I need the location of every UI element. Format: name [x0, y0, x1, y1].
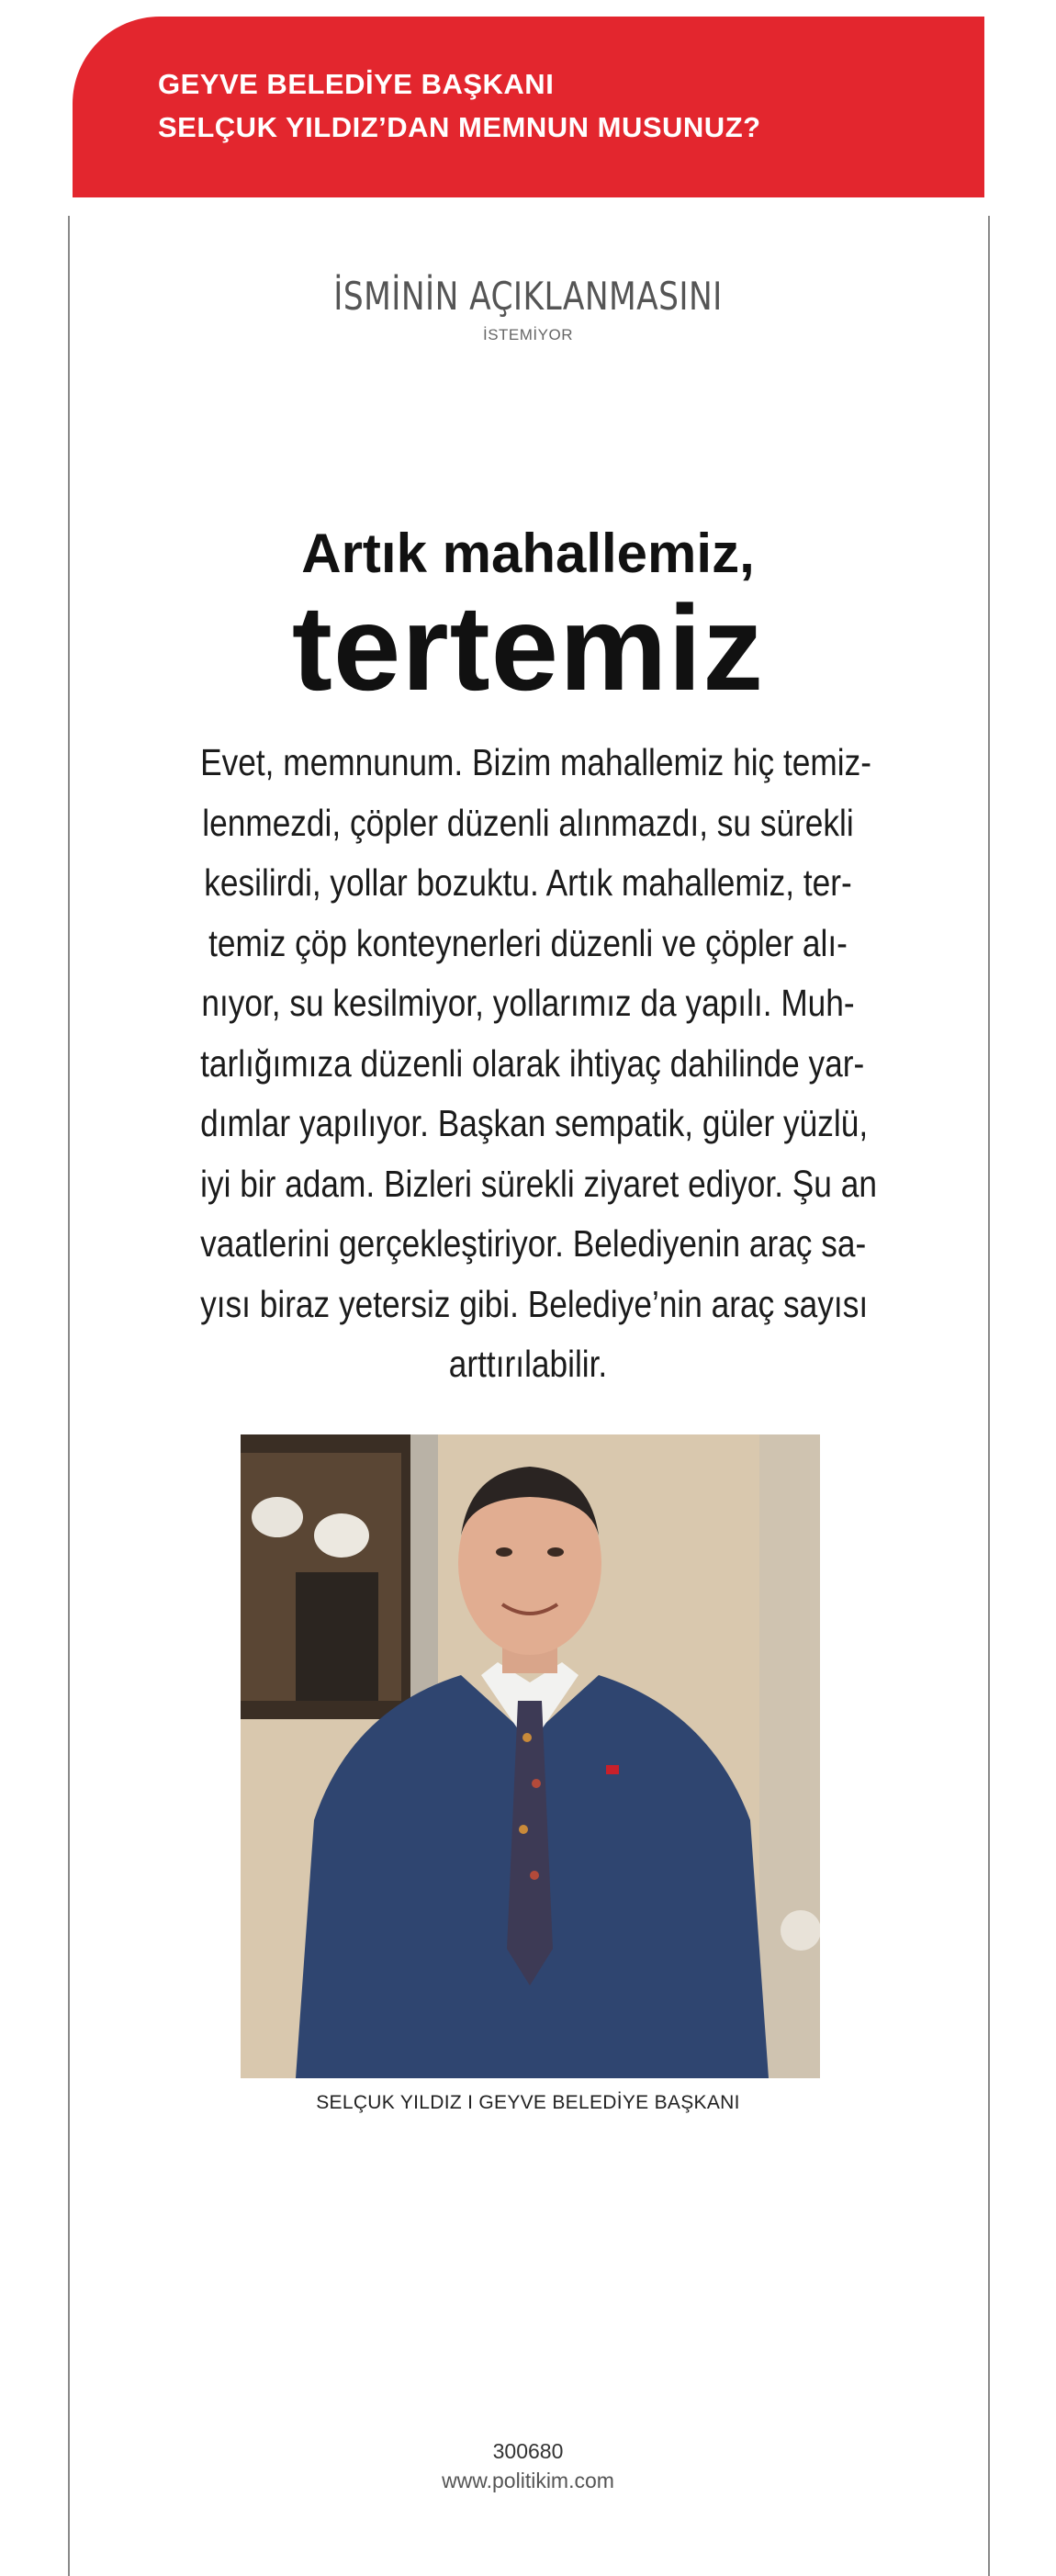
body-line: iyi bir adam. Bizleri sürekli ziyaret ediyor. Şu an	[200, 1162, 877, 1205]
body-line: lenmezdi, çöpler düzenli alınmazdı, su sürekli	[202, 801, 854, 844]
respondent-name-label: İSMİNİN AÇIKLANMASINI	[333, 274, 723, 319]
body-line: arttırılabilir.	[448, 1343, 608, 1385]
header-title-line2: SELÇUK YILDIZ’DAN MEMNUN MUSUNUZ?	[158, 111, 761, 143]
body-line: tarlığımıza düzenli olarak ihtiyaç dahilinde yar-	[200, 1041, 865, 1085]
headline-small: Artık mahallemiz,	[301, 523, 755, 584]
header-title-line1: GEYVE BELEDİYE BAŞKANI	[158, 68, 555, 100]
body-line: nıyor, su kesilmiyor, yollarımız da yapılı. Muh-	[201, 982, 855, 1024]
body-line: yısı biraz yetersiz gibi. Belediye’nin araç sayısı	[200, 1282, 869, 1325]
mayor-portrait-photo	[241, 1434, 820, 2078]
respondent-sub-label: İSTEMİYOR	[482, 326, 573, 343]
body-line: kesilirdi, yollar bozuktu. Artık mahallemiz, ter-	[204, 861, 852, 904]
photo-caption: SELÇUK YILDIZ I GEYVE BELEDİYE BAŞKANI	[316, 2092, 740, 2113]
body-line: vaatlerini gerçekleştiriyor. Belediyenin araç sa-	[200, 1222, 867, 1265]
footer-url[interactable]: www.politikim.com	[442, 2469, 614, 2492]
quote-body	[147, 733, 909, 1395]
header-banner	[73, 17, 984, 197]
footer-code: 300680	[492, 2439, 564, 2463]
body-line: Evet, memnunum. Bizim mahallemiz hiç temiz-	[200, 741, 871, 783]
headline-large: tertemiz	[291, 580, 765, 715]
body-line: temiz çöp konteynerleri düzenli ve çöpler alı-	[208, 921, 848, 964]
body-line: dımlar yapılıyor. Başkan sempatik, güler yüzlü,	[200, 1102, 869, 1144]
